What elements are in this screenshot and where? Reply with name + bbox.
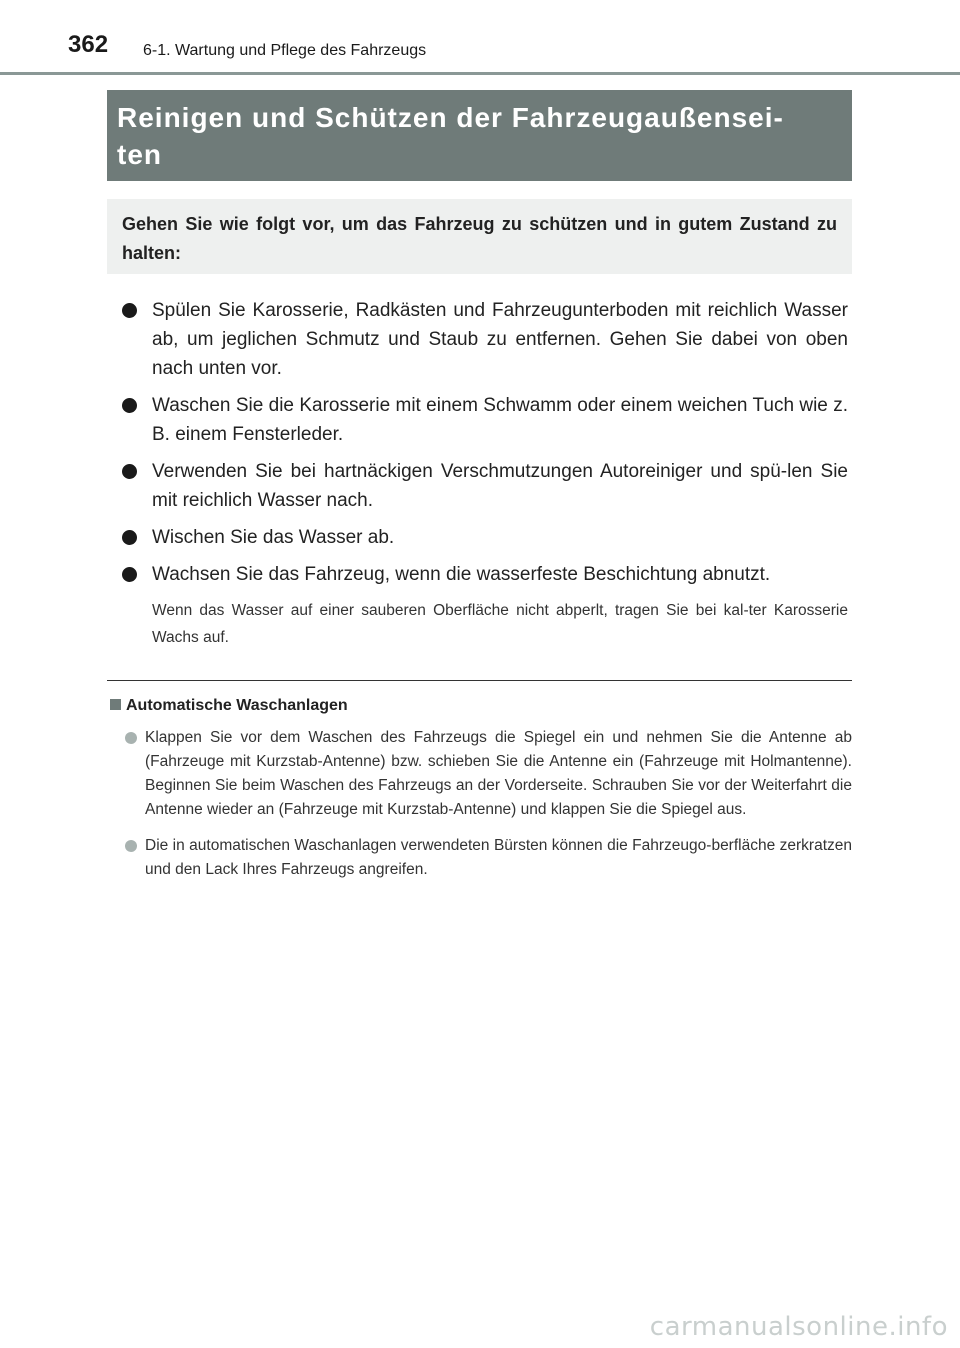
note-item-text: Klappen Sie vor dem Waschen des Fahrzeugs die Spiegel ein und nehmen Sie die Antenne ab (Fahrzeuge mit Kurzstab-Antenne) bzw. schieben Sie die Antenne ein (Fahrzeuge mit Holmantenne). Beginnen Sie beim Waschen des Fahrzeugs an der Vorderseite. Schrauben Sie vor der Weiterfahrt die Antenne wieder an (Fahrzeuge mit Kurzstab-Antenne) und klappen Sie die Spiegel aus. xyxy=(145,729,852,818)
list-item xyxy=(120,560,848,651)
list-item xyxy=(120,296,848,383)
watermark: carmanualsonline.info xyxy=(649,1312,948,1342)
list-item-text: Waschen Sie die Karosserie mit einem Schwamm oder einem weichen Tuch wie z. B. einem Fensterleder. xyxy=(152,395,848,445)
page-title-line-1: Reinigen und Schützen der Fahrzeugaußensei- xyxy=(117,102,784,133)
page-title-line-2: ten xyxy=(117,139,162,170)
bullet-icon xyxy=(122,464,137,479)
header-rule xyxy=(0,72,960,75)
section-title: 6-1. Wartung und Pflege des Fahrzeugs xyxy=(143,42,427,59)
list-item xyxy=(120,391,848,449)
list-item-text: Wachsen Sie das Fahrzeug, wenn die wasserfeste Beschichtung abnutzt. xyxy=(152,564,771,585)
section-divider xyxy=(107,680,852,681)
page-header xyxy=(0,0,960,76)
list-item xyxy=(120,457,848,515)
list-item-text: Verwenden Sie bei hartnäckigen Verschmutzungen Autoreiniger und spü-len Sie mit reichlich Wasser nach. xyxy=(152,461,848,511)
bullet-icon xyxy=(125,732,137,744)
bullet-icon xyxy=(125,840,137,852)
list-item-text: Wischen Sie das Wasser ab. xyxy=(152,527,395,548)
intro-text: Gehen Sie wie folgt vor, um das Fahrzeug zu schützen und in gutem Zustand zu halten: xyxy=(122,214,837,263)
note-item xyxy=(110,834,852,882)
note-item-text: Die in automatischen Waschanlagen verwendeten Bürsten können die Fahrzeugo-berfläche zerkratzen und den Lack Ihres Fahrzeugs angreifen. xyxy=(145,837,852,878)
bullet-icon xyxy=(122,567,137,582)
square-bullet-icon xyxy=(110,699,121,710)
notes-section xyxy=(110,694,852,894)
notes-heading-text: Automatische Waschanlagen xyxy=(126,697,348,714)
page-number: 362 xyxy=(68,31,109,58)
bullet-icon xyxy=(122,530,137,545)
list-item-text: Spülen Sie Karosserie, Radkästen und Fahrzeugunterboden mit reichlich Wasser ab, um jeglichen Schmutz und Staub zu entfernen. Gehen Sie dabei von oben nach unten vor. xyxy=(152,300,848,379)
notes-heading xyxy=(110,694,852,718)
title-box xyxy=(107,90,852,181)
intro-box xyxy=(107,199,852,274)
note-item xyxy=(110,726,852,822)
instruction-list xyxy=(120,296,848,659)
page-title xyxy=(117,99,838,173)
bullet-icon xyxy=(122,398,137,413)
list-item-note: Wenn das Wasser auf einer sauberen Oberfläche nicht abperlt, tragen Sie bei kal-ter Karosserie Wachs auf. xyxy=(152,602,848,646)
bullet-icon xyxy=(122,303,137,318)
list-item xyxy=(120,523,848,552)
